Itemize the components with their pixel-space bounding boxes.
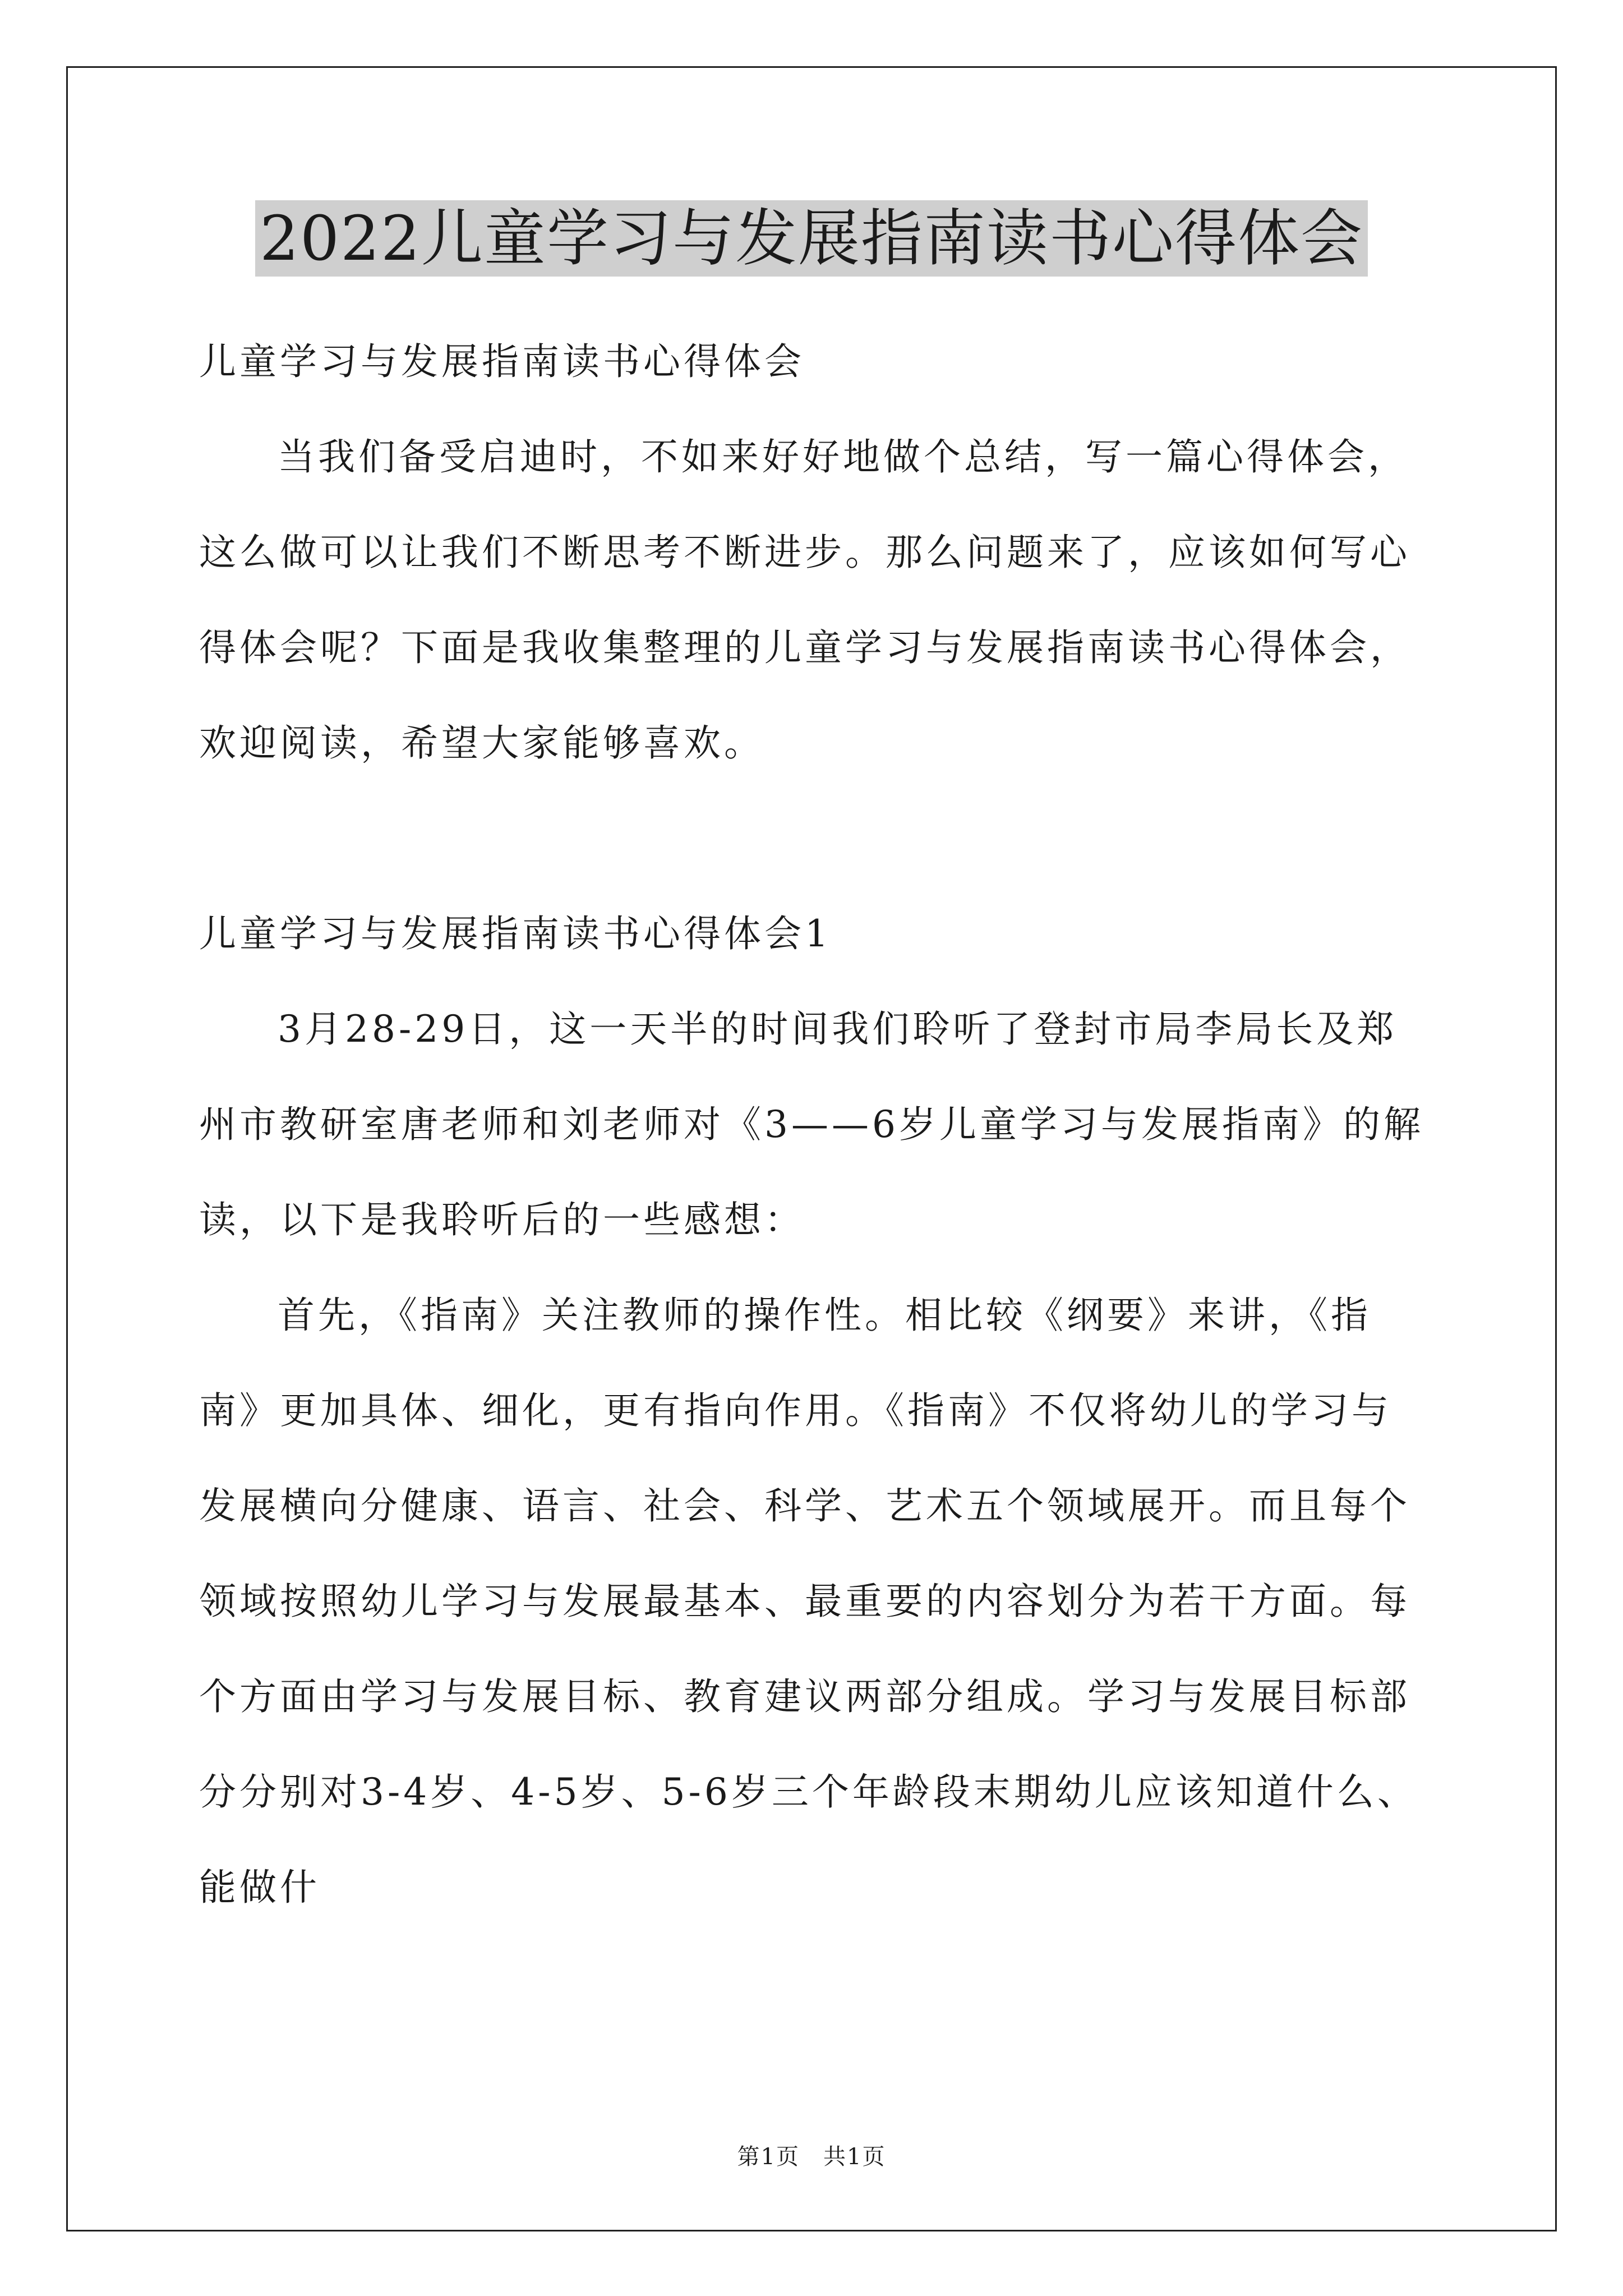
subtitle: 儿童学习与发展指南读书心得体会: [199, 340, 805, 383]
document-body: [199, 314, 1427, 1935]
page-footer: 第1页 共1页: [737, 2144, 886, 2170]
section-spacer: [199, 791, 1427, 886]
document-title-text: 2022儿童学习与发展指南读书心得体会: [255, 200, 1368, 277]
section-heading: 儿童学习与发展指南读书心得体会1: [199, 912, 832, 955]
section-paragraph-2: 首先，《指南》关注教师的操作性。相比较《纲要》来讲，《指南》更加具体、细化，更有指向作用。《指南》不仅将幼儿的学习与发展横向分健康、语言、社会、科学、艺术五个领域展开。而且每个领域按照幼儿学习与发展最基本、最重要的内容划分为若干方面。每个方面由学习与发展目标、教育建议两部分组成。学习与发展目标部分分别对3-4岁、4-5岁、5-6岁三个年龄段末期幼儿应该知道什么、能做什: [199, 1294, 1418, 1909]
document-title: [0, 199, 1623, 278]
intro-paragraph: 当我们备受启迪时，不如来好好地做个总结，写一篇心得体会，这么做可以让我们不断思考不断进步。那么问题来了，应该如何写心得体会呢？下面是我收集整理的儿童学习与发展指南读书心得体会，欢迎阅读，希望大家能够喜欢。: [199, 435, 1410, 765]
section-paragraph-1: 3月28-29日，这一天半的时间我们聆听了登封市局李局长及郑州市教研室唐老师和刘老师对《3——6岁儿童学习与发展指南》的解读，以下是我聆听后的一些感想：: [199, 1007, 1424, 1241]
